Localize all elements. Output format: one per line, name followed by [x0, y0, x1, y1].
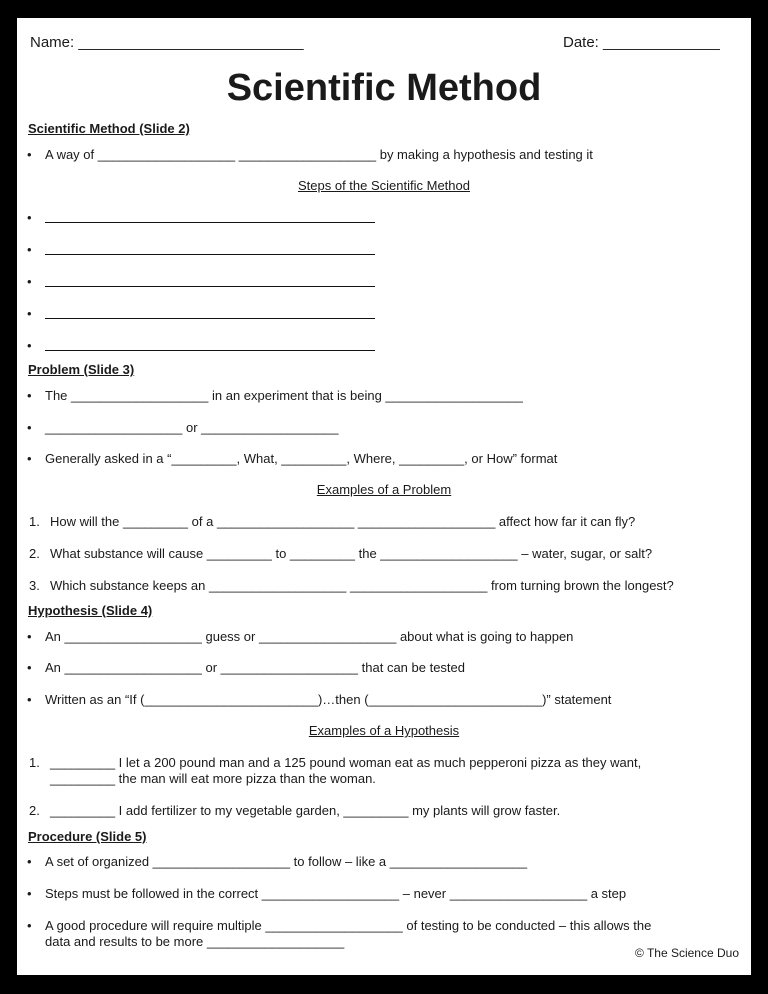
item-text: A set of organized ___________________ to follow – like a ___________________ — [45, 854, 528, 869]
blank-line — [45, 350, 375, 351]
item-text: What substance will cause _________ to _________ the ___________________ – water, sugar, or salt? — [50, 546, 653, 561]
bullet: • — [27, 629, 32, 644]
bullet: • — [27, 886, 32, 901]
section-heading-hypothesis: Hypothesis (Slide 4) — [28, 603, 153, 618]
blank-line — [45, 254, 375, 255]
name-field: Name: ___________________________ — [30, 34, 304, 51]
bullet: • — [27, 918, 32, 933]
subheading-hypothesis-examples: Examples of a Hypothesis — [308, 723, 460, 738]
item-text: A way of ___________________ ___________________ by making a hypothesis and testing it — [45, 147, 593, 162]
subheading-steps: Steps of the Scientific Method — [298, 178, 470, 193]
item-text: Generally asked in a “_________, What, _________, Where, _________, or How” format — [45, 451, 558, 466]
item-text: How will the _________ of a ___________________ ___________________ affect how far it can fly? — [50, 514, 636, 529]
item-text: An ___________________ guess or ___________________ about what is going to happen — [45, 629, 574, 644]
worksheet-page — [17, 18, 751, 975]
bullet: • — [27, 420, 32, 435]
item-text: data and results to be more ___________________ — [45, 934, 345, 949]
item-text: _________ the man will eat more pizza than the woman. — [50, 771, 376, 786]
item-number: 3. — [29, 578, 40, 593]
bullet: • — [27, 306, 32, 321]
item-number: 2. — [29, 546, 40, 561]
page-title: Scientific Method — [226, 67, 542, 109]
item-number: 1. — [29, 755, 40, 770]
item-text: _________ I add fertilizer to my vegetable garden, _________ my plants will grow faster. — [50, 803, 561, 818]
blank-line — [45, 286, 375, 287]
section-heading-procedure: Procedure (Slide 5) — [28, 829, 147, 844]
copyright-footer: © The Science Duo — [634, 946, 739, 960]
bullet: • — [27, 242, 32, 257]
bullet: • — [27, 274, 32, 289]
section-heading-problem: Problem (Slide 3) — [28, 362, 135, 377]
item-text: An ___________________ or ___________________ that can be tested — [45, 660, 465, 675]
blank-line — [45, 222, 375, 223]
bullet: • — [27, 854, 32, 869]
section-heading-scientific-method: Scientific Method (Slide 2) — [28, 121, 190, 136]
bullet: • — [27, 660, 32, 675]
bullet: • — [27, 388, 32, 403]
bullet: • — [27, 338, 32, 353]
item-number: 2. — [29, 803, 40, 818]
date-field: Date: ______________ — [563, 34, 720, 51]
bullet: • — [27, 451, 32, 466]
bullet: • — [27, 692, 32, 707]
bullet: • — [27, 147, 32, 162]
bullet: • — [27, 210, 32, 225]
item-text: A good procedure will require multiple ___________________ of testing to be conducted – this allows the — [45, 918, 652, 933]
item-text: The ___________________ in an experiment that is being ___________________ — [45, 388, 523, 403]
item-text: Which substance keeps an ___________________ ___________________ from turning brown the longest? — [50, 578, 674, 593]
blank-line — [45, 318, 375, 319]
item-text: ___________________ or ___________________ — [45, 420, 339, 435]
item-text: Steps must be followed in the correct ___________________ – never ___________________ a step — [45, 886, 627, 901]
item-text: Written as an “If (________________________)…then (________________________)” statement — [45, 692, 612, 707]
item-number: 1. — [29, 514, 40, 529]
subheading-problem-examples: Examples of a Problem — [316, 482, 452, 497]
item-text: _________ I let a 200 pound man and a 125 pound woman eat as much pepperoni pizza as they want, — [50, 755, 642, 770]
